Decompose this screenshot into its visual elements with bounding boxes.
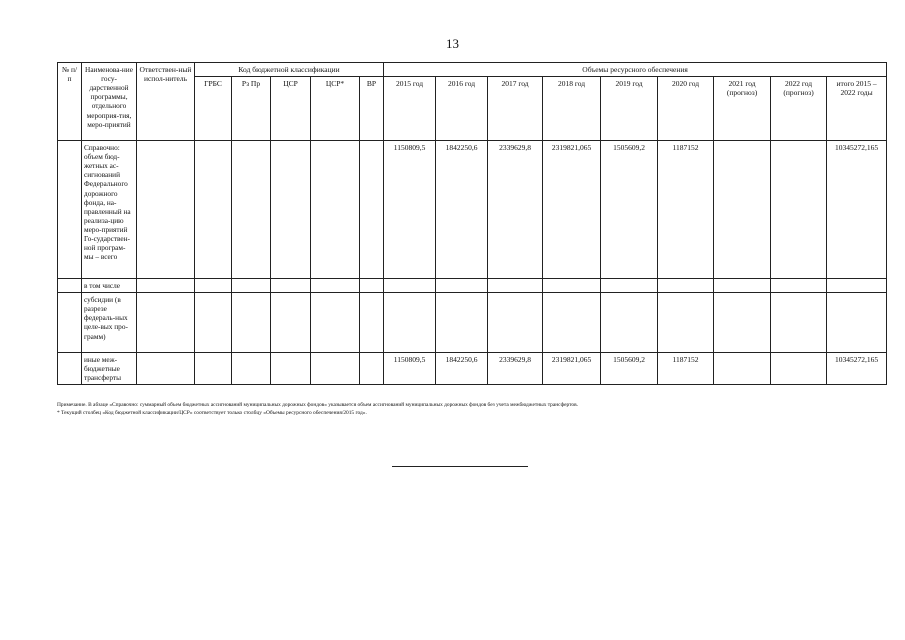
value-2019: 1505609,2 — [601, 353, 658, 385]
value-2018: 2319821,065 — [543, 141, 601, 279]
header-budget-code: Код бюджетной классификации — [195, 63, 384, 77]
header-row-top — [58, 63, 887, 77]
header-num: № п/п — [58, 63, 82, 141]
header-code-csr-star: ЦСР* — [311, 77, 360, 141]
header-code-vr: ВР — [360, 77, 384, 141]
header-year-2022: 2022 год (прогноз) — [771, 77, 827, 141]
header-volumes: Объемы ресурсного обеспечения — [384, 63, 887, 77]
value-2017: 2339629,8 — [488, 141, 543, 279]
value-2016: 1842250,6 — [436, 141, 488, 279]
value-total: 10345272,165 — [827, 141, 887, 279]
row-name: иные меж-бюджетные трансферты — [82, 353, 137, 385]
header-year-2016: 2016 год — [436, 77, 488, 141]
value-2021 — [714, 353, 771, 385]
header-year-2019: 2019 год — [601, 77, 658, 141]
header-code-csr: ЦСР — [271, 77, 311, 141]
table-row — [58, 353, 887, 385]
header-code-rzpr: Рз Пр — [232, 77, 271, 141]
table-row — [58, 141, 887, 279]
value-2015: 1150809,5 — [384, 353, 436, 385]
value-2021 — [714, 141, 771, 279]
row-name: в том числе — [82, 279, 137, 293]
value-2022 — [771, 353, 827, 385]
header-responsible: Ответствен-ный испол-нитель — [137, 63, 195, 141]
signature-line — [392, 466, 528, 467]
value-2017: 2339629,8 — [488, 353, 543, 385]
value-2018: 2319821,065 — [543, 353, 601, 385]
header-year-2018: 2018 год — [543, 77, 601, 141]
value-2015: 1150809,5 — [384, 141, 436, 279]
value-2022 — [771, 141, 827, 279]
header-year-2017: 2017 год — [488, 77, 543, 141]
header-name: Наименова-ние госу-дарственной программы, отдельного мероприя-тия, меро-приятий — [82, 63, 137, 141]
footnotes — [57, 402, 887, 418]
header-year-2015: 2015 год — [384, 77, 436, 141]
page-number: 13 — [446, 36, 459, 51]
header-year-2021: 2021 год (прогноз) — [714, 77, 771, 141]
row-name: Справочно: объем бюд-жетных ас-сигнований Федерального дорожного фонда, на-правленный на реализа-цию меро-приятий Го-сударствен-ной програм-мы – всего — [82, 141, 137, 279]
value-2019: 1505609,2 — [601, 141, 658, 279]
value-2020: 1187152 — [658, 353, 714, 385]
resource-table — [57, 62, 887, 385]
table-row — [58, 293, 887, 353]
table-row — [58, 279, 887, 293]
header-code-grbs: ГРБС — [195, 77, 232, 141]
value-total: 10345272,165 — [827, 353, 887, 385]
header-year-2020: 2020 год — [658, 77, 714, 141]
value-2016: 1842250,6 — [436, 353, 488, 385]
footnote-note: Примечание. В абзаце «Справочно: суммарный объем бюджетных ассигнований муниципальных дорожных фондов» указывается объем ассигнований муниципальных дорожных фондов без учета межбюджетных трансфертов. — [57, 402, 578, 408]
header-total: итого 2015 – 2022 годы — [827, 77, 887, 141]
row-name: субсидии (в разрезе федераль-ных целе-вых про-грамм) — [82, 293, 137, 353]
value-2020: 1187152 — [658, 141, 714, 279]
footnote-star: * Текущий столбец «Код бюджетной классификации/ЦСР» соответствует только столбцу «Объемы ресурсного обеспечения/2015 год». — [57, 409, 367, 416]
